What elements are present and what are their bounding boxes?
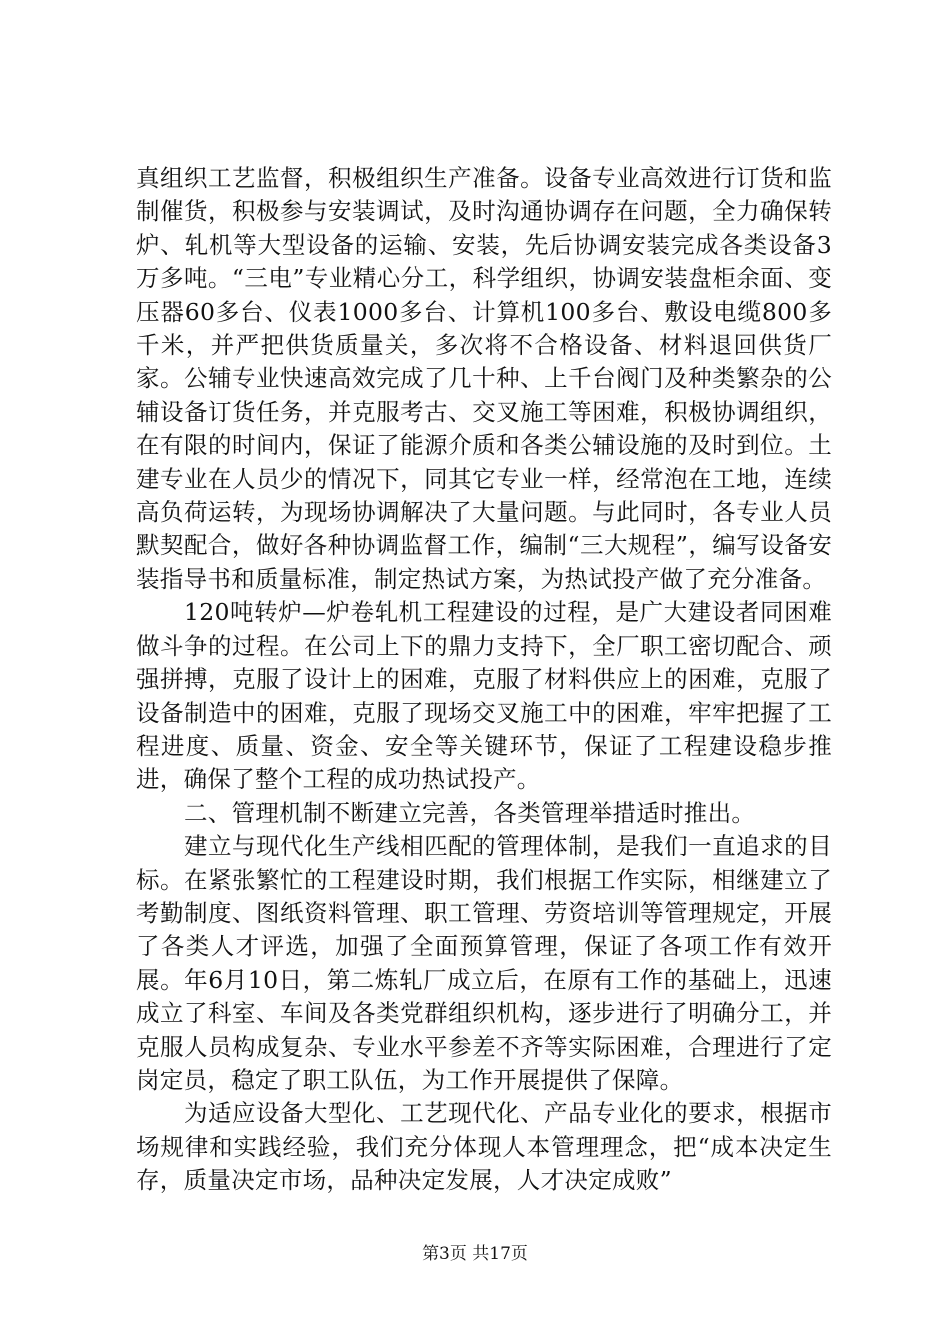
document-body bbox=[136, 162, 832, 1198]
section-heading: 二、管理机制不断建立完善，各类管理举措适时推出。 bbox=[184, 798, 756, 827]
paragraph: 真组织工艺监督，积极组织生产准备。设备专业高效进行订货和监制催货，积极参与安装调试，及时沟通协调存在问题，全力确保转炉、轧机等大型设备的运输、安装，先后协调安装完成各类设备3万多吨。“三电”专业精心分工，科学组织，协调安装盘柜余面、变压器60多台、仪表1000多台、计算机100多台、敷设电缆800多千米，并严把供货质量关，多次将不合格设备、材料退回供货厂家。公辅专业快速高效完成了几十种、上千台阀门及种类繁杂的公辅设备订货任务，并克服考古、交叉施工等困难，积极协调组织，在有限的时间内，保证了能源介质和各类公辅设施的及时到位。土建专业在人员少的情况下，同其它专业一样，经常泡在工地，连续高负荷运转，为现场协调解决了大量问题。与此同时，各专业人员默契配合，做好各种协调监督工作，编制“三大规程”，编写设备安装指导书和质量标准，制定热试方案，为热试投产做了充分准备。 bbox=[136, 164, 832, 593]
paragraph: 为适应设备大型化、工艺现代化、产品专业化的要求，根据市场规律和实践经验，我们充分体现人本管理理念，把“成本决定生存，质量决定市场，品种决定发展，人才决定成败” bbox=[136, 1099, 832, 1195]
page-number-footer: 第3页 共17页 bbox=[422, 1244, 528, 1264]
paragraph: 建立与现代化生产线相匹配的管理体制，是我们一直追求的目标。在紧张繁忙的工程建设时期，我们根据工作实际，相继建立了考勤制度、图纸资料管理、职工管理、劳资培训等管理规定，开展了各类人才评选，加强了全面预算管理，保证了各项工作有效开展。年6月10日，第二炼轧厂成立后，在原有工作的基础上，迅速成立了科室、车间及各类党群组织机构，逐步进行了明确分工，并克服人员构成复杂、专业水平参差不齐等实际困难，合理进行了定岗定员，稳定了职工队伍，为工作开展提供了保障。 bbox=[136, 832, 832, 1094]
paragraph: 120吨转炉—炉卷轧机工程建设的过程，是广大建设者同困难做斗争的过程。在公司上下的鼎力支持下，全厂职工密切配合、顽强拼搏，克服了设计上的困难，克服了材料供应上的困难，克服了设备制造中的困难，克服了现场交叉施工中的困难，牢牢把握了工程进度、质量、资金、安全等关键环节，保证了工程建设稳步推进，确保了整个工程的成功热试投产。 bbox=[136, 598, 832, 794]
